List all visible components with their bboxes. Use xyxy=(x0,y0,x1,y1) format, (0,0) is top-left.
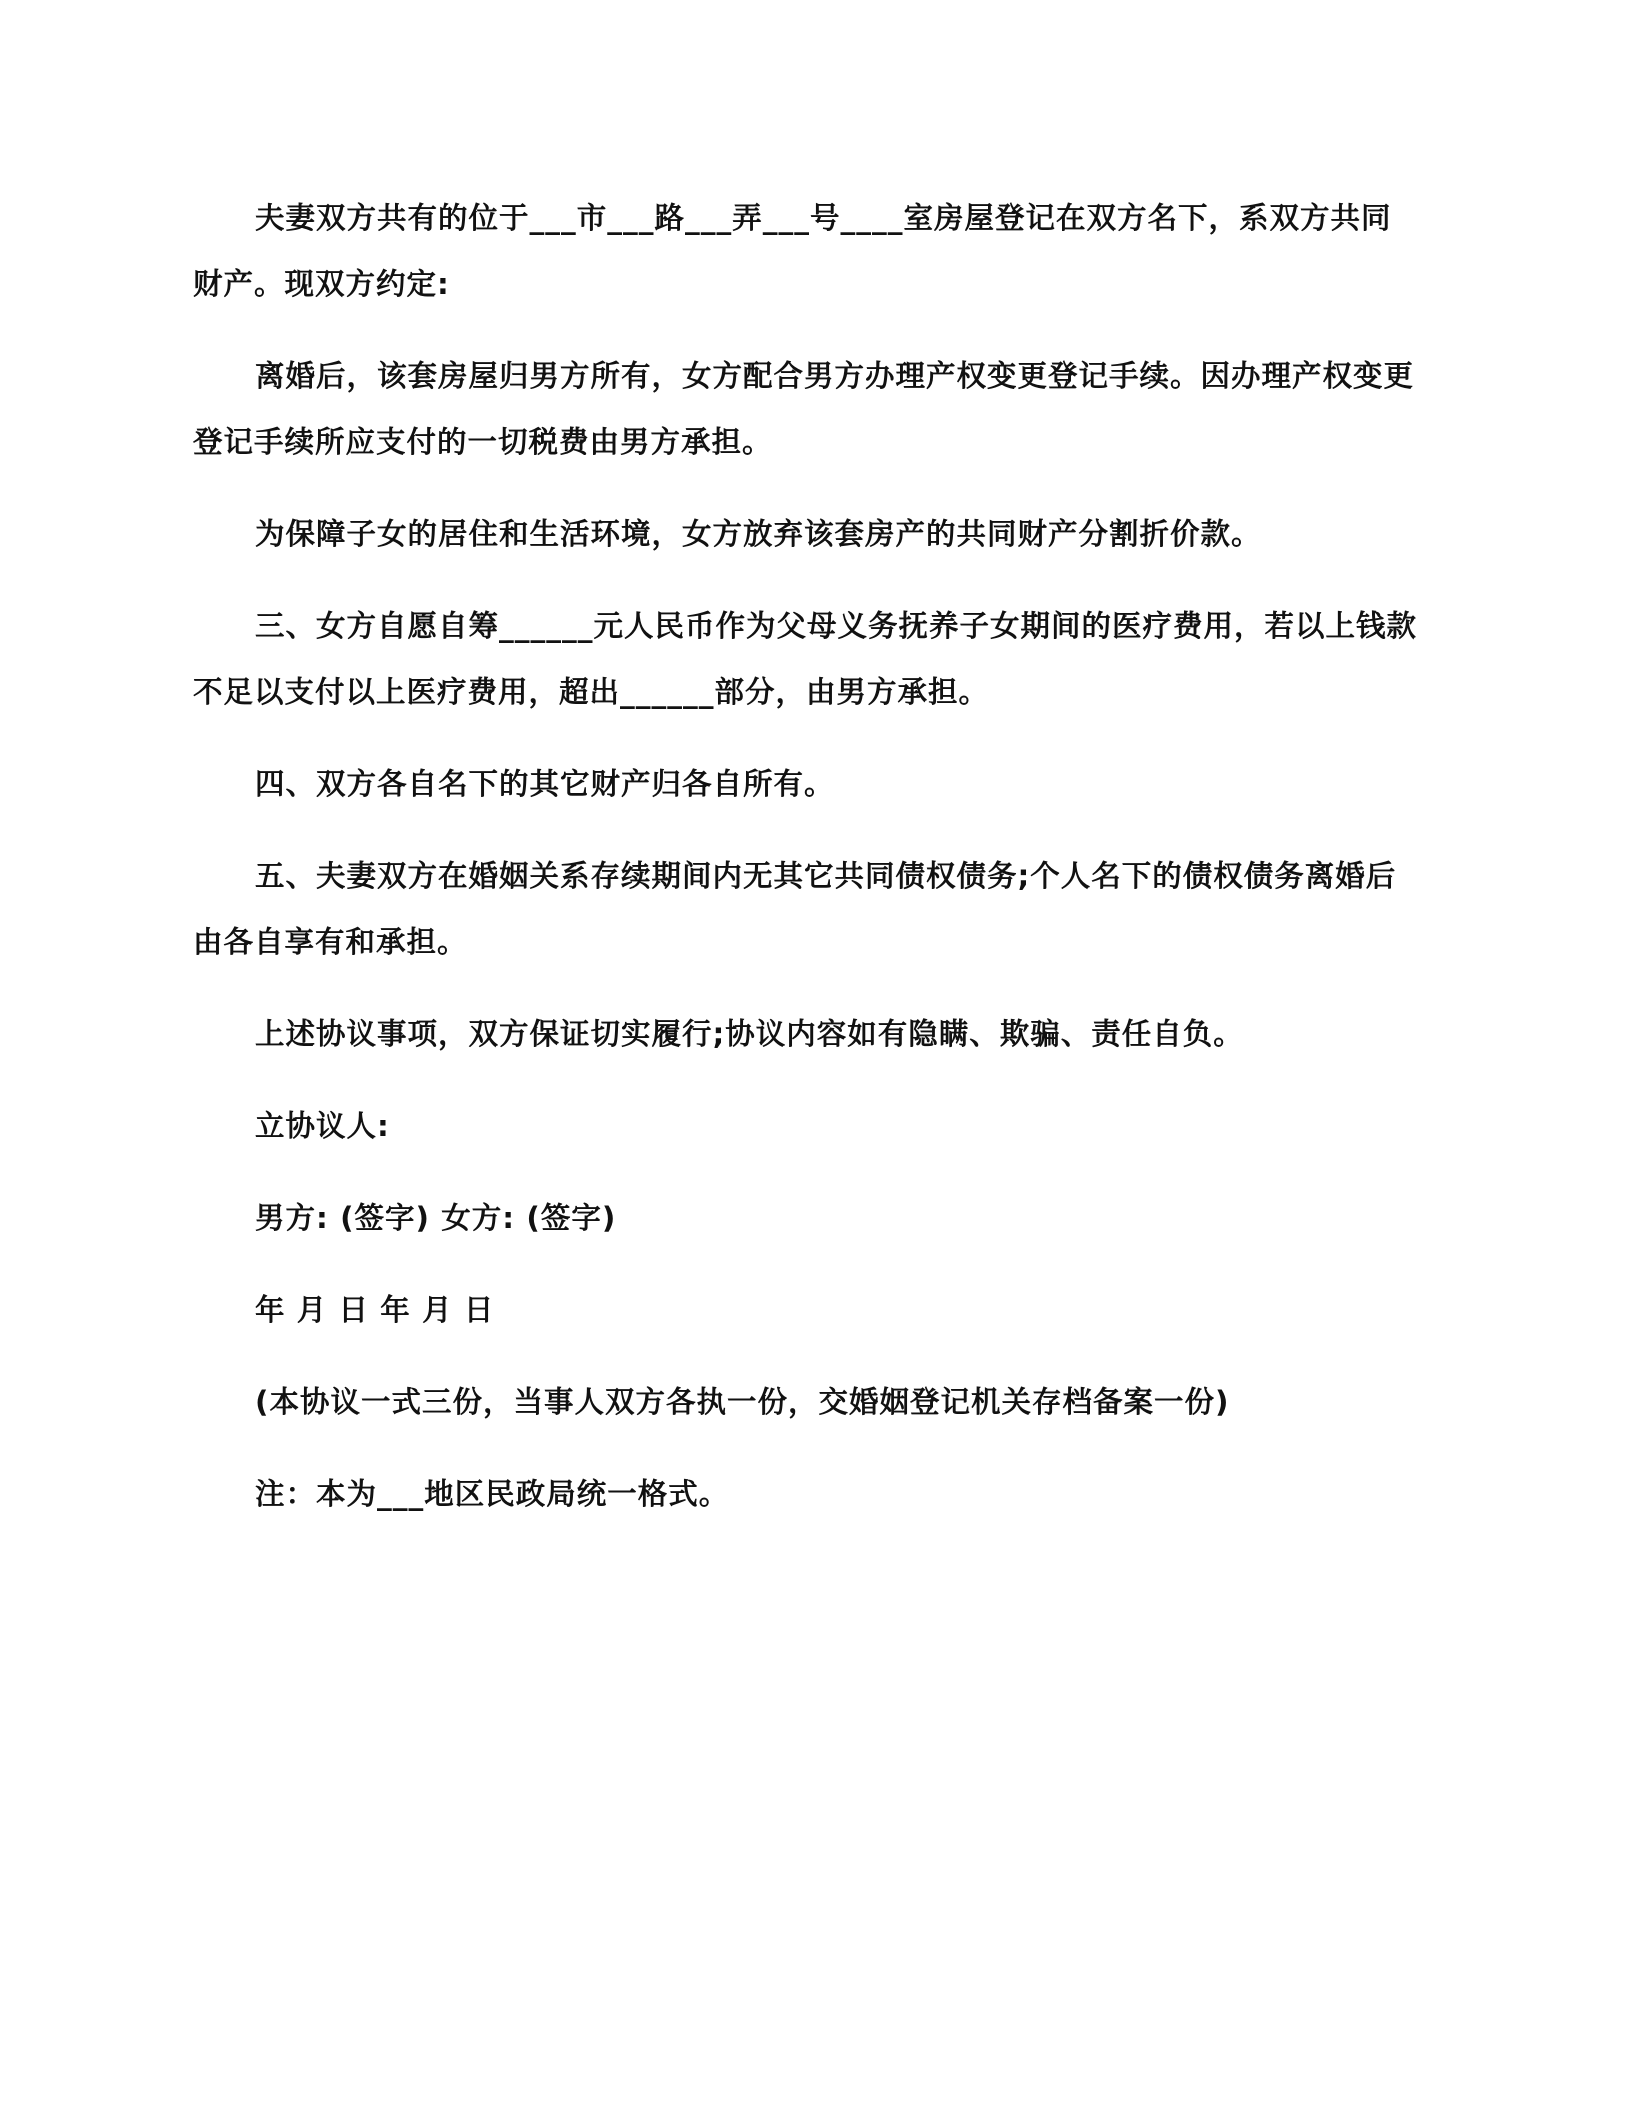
document-body xyxy=(193,185,1418,1553)
paragraph-signatures: 男方: (签字) 女方: (签字) xyxy=(255,1201,617,1235)
paragraph-wife-waives-share: 为保障子女的居住和生活环境，女方放弃该套房产的共同财产分割折价款。 xyxy=(255,517,1262,551)
paragraph-format-note: 注：本为___地区民政局统一格式。 xyxy=(255,1477,730,1511)
paragraph-guarantee: 上述协议事项，双方保证切实履行;协议内容如有隐瞒、欺骗、责任自负。 xyxy=(255,1017,1244,1051)
paragraph-property-ownership: 夫妻双方共有的位于___市___路___弄___号____室房屋登记在双方名下，系双方共同财产。现双方约定: xyxy=(193,201,1392,301)
paragraph-copies-note: (本协议一式三份，当事人双方各执一份，交婚姻登记机关存档备案一份) xyxy=(255,1385,1230,1419)
paragraph-other-property: 四、双方各自名下的其它财产归各自所有。 xyxy=(255,767,835,801)
paragraph-house-to-husband: 离婚后，该套房屋归男方所有，女方配合男方办理产权变更登记手续。因办理产权变更登记手续所应支付的一切税费由男方承担。 xyxy=(193,359,1415,459)
paragraph-parties-label: 立协议人: xyxy=(255,1109,390,1143)
paragraph-dates: 年 月 日 年 月 日 xyxy=(255,1293,495,1327)
paragraph-medical-expenses: 三、女方自愿自筹______元人民币作为父母义务抚养子女期间的医疗费用，若以上钱款不足以支付以上医疗费用，超出______部分，由男方承担。 xyxy=(193,609,1418,709)
paragraph-debts: 五、夫妻双方在婚姻关系存续期间内无其它共同债权债务;个人名下的债权债务离婚后由各自享有和承担。 xyxy=(193,859,1397,959)
